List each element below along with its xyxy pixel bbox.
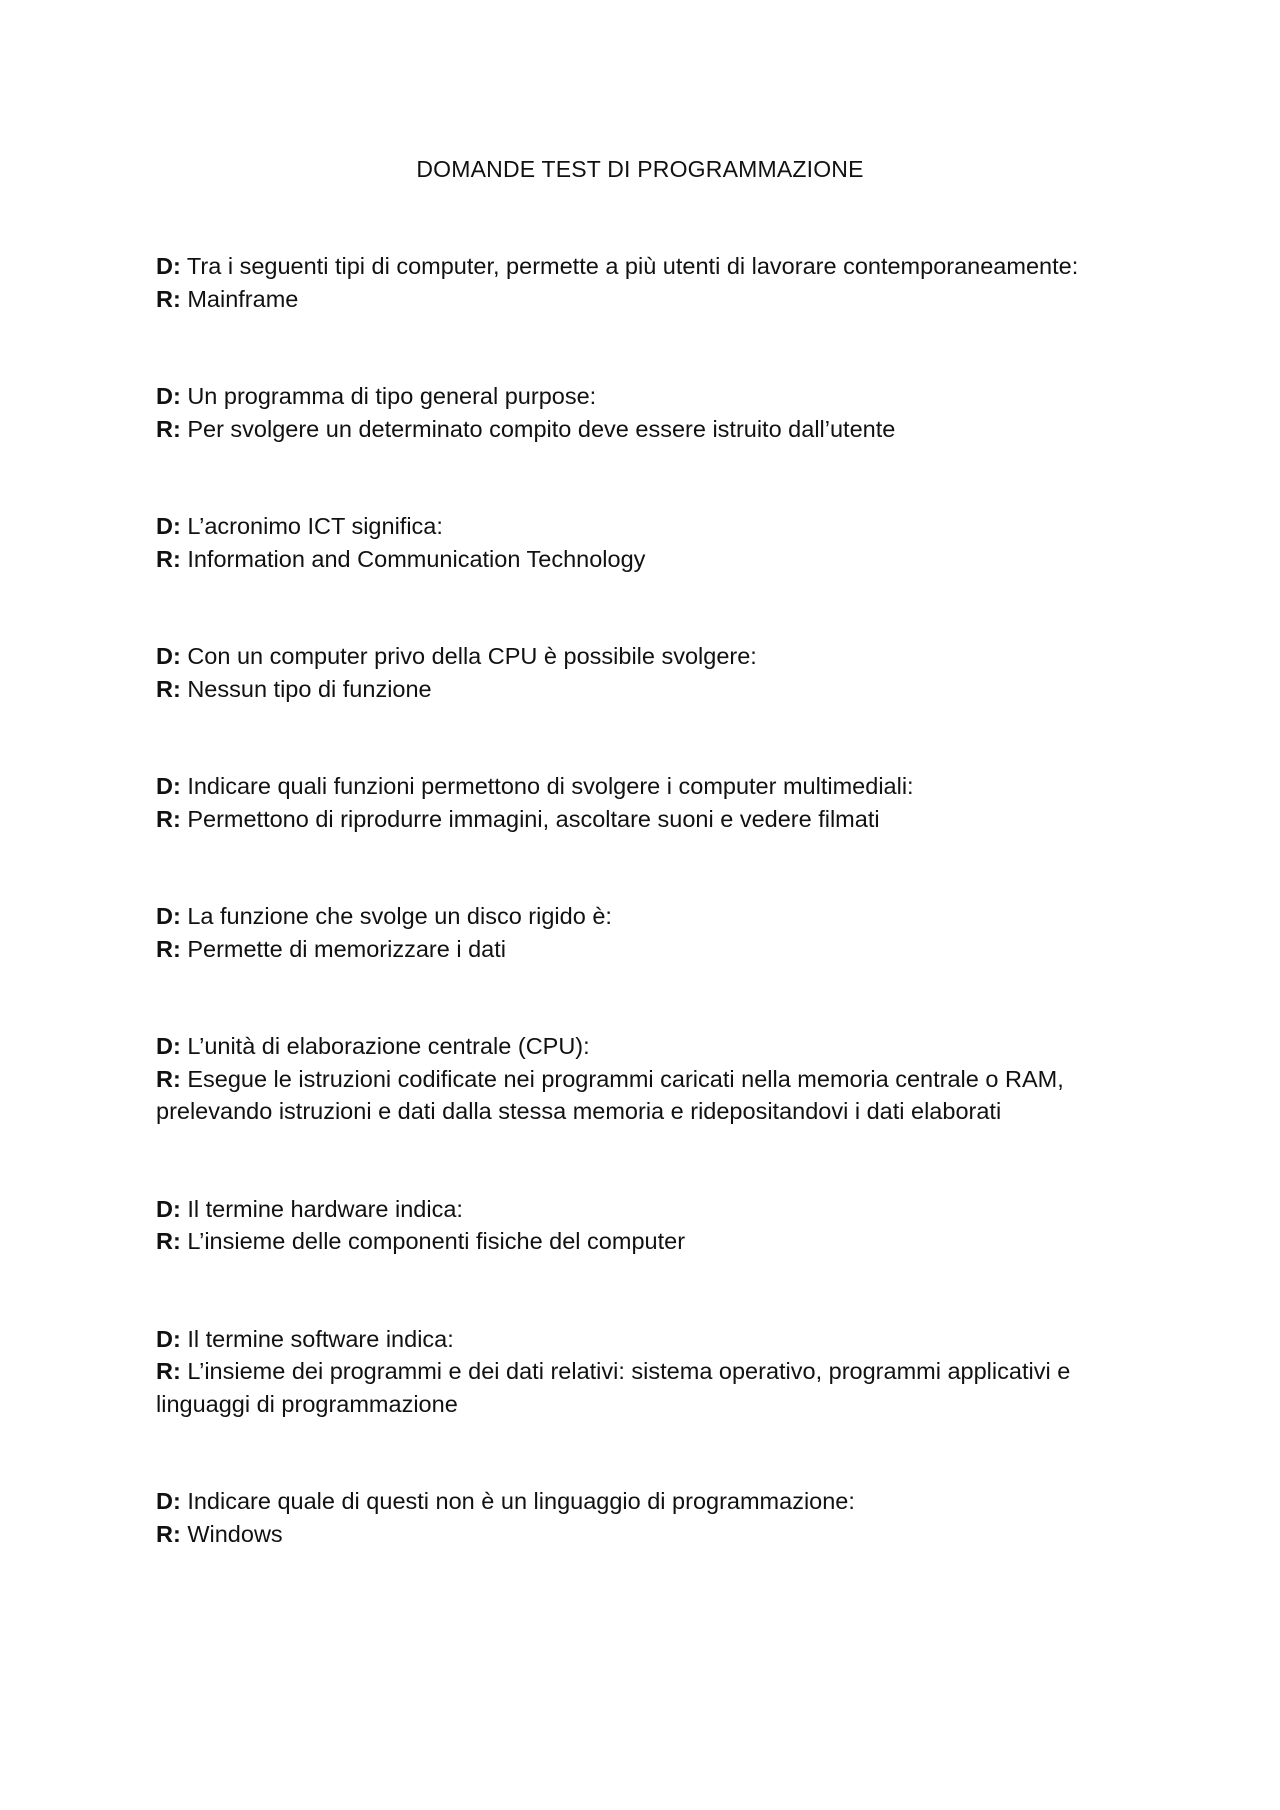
question-label: D: bbox=[156, 1033, 181, 1059]
answer-text: L’insieme dei programmi e dei dati relativi: sistema operativo, programmi applicativi e linguaggi di programmazione bbox=[156, 1358, 1071, 1417]
qa-list bbox=[156, 250, 1116, 1615]
answer-label: R: bbox=[156, 1520, 181, 1547]
question-text: Il termine hardware indica: bbox=[187, 1195, 463, 1222]
qa-item bbox=[156, 1485, 1116, 1550]
question-label: D: bbox=[156, 903, 181, 929]
question-label: D: bbox=[156, 1195, 181, 1222]
question-text: Con un computer privo della CPU è possibile svolgere: bbox=[187, 643, 757, 669]
question-line bbox=[156, 1323, 1116, 1356]
question-line bbox=[156, 250, 1116, 283]
question-line bbox=[156, 640, 1116, 673]
answer-line bbox=[156, 1518, 1116, 1551]
question-text: La funzione che svolge un disco rigido è: bbox=[187, 903, 612, 929]
answer-text: Information and Communication Technology bbox=[187, 545, 646, 572]
question-label: D: bbox=[156, 1488, 181, 1514]
question-text: L’unità di elaborazione centrale (CPU): bbox=[187, 1033, 590, 1059]
answer-text: Nessun tipo di funzione bbox=[187, 675, 432, 702]
question-label: D: bbox=[156, 643, 181, 669]
answer-text: L’insieme delle componenti fisiche del computer bbox=[187, 1228, 686, 1254]
question-line bbox=[156, 1485, 1116, 1518]
answer-label: R: bbox=[156, 545, 181, 572]
question-line bbox=[156, 510, 1116, 543]
answer-label: R: bbox=[156, 935, 181, 962]
qa-item bbox=[156, 770, 1116, 835]
question-label: D: bbox=[156, 253, 181, 279]
answer-label: R: bbox=[156, 285, 181, 312]
answer-line bbox=[156, 933, 1116, 966]
qa-item bbox=[156, 900, 1116, 965]
question-text: Un programma di tipo general purpose: bbox=[187, 383, 597, 409]
qa-item bbox=[156, 1193, 1116, 1258]
question-text: Indicare quale di questi non è un linguaggio di programmazione: bbox=[187, 1488, 855, 1514]
qa-item bbox=[156, 510, 1116, 575]
qa-item bbox=[156, 250, 1116, 315]
answer-text: Esegue le istruzioni codificate nei programmi caricati nella memoria centrale o RAM, prelevando istruzioni e dati dalla stessa memoria e ridepositandovi i dati elaborati bbox=[156, 1065, 1064, 1124]
question-text: Il termine software indica: bbox=[187, 1325, 454, 1352]
qa-item bbox=[156, 1030, 1116, 1128]
question-text: Tra i seguenti tipi di computer, permette a più utenti di lavorare contemporaneamente: bbox=[186, 253, 1079, 279]
answer-label: R: bbox=[156, 1358, 181, 1384]
question-label: D: bbox=[156, 1325, 181, 1352]
answer-text: Permettono di riprodurre immagini, ascoltare suoni e vedere filmati bbox=[187, 805, 880, 832]
answer-label: R: bbox=[156, 805, 181, 832]
question-line bbox=[156, 380, 1116, 413]
answer-label: R: bbox=[156, 675, 181, 702]
question-text: L’acronimo ICT significa: bbox=[187, 513, 443, 539]
question-line bbox=[156, 900, 1116, 933]
question-label: D: bbox=[156, 383, 181, 409]
answer-text: Permette di memorizzare i dati bbox=[187, 935, 506, 962]
answer-label: R: bbox=[156, 1065, 181, 1092]
question-line bbox=[156, 1030, 1116, 1063]
answer-line bbox=[156, 1063, 1116, 1128]
question-line bbox=[156, 1193, 1116, 1226]
answer-line bbox=[156, 673, 1116, 706]
answer-line bbox=[156, 1225, 1116, 1258]
answer-line bbox=[156, 413, 1116, 446]
answer-line bbox=[156, 543, 1116, 576]
answer-label: R: bbox=[156, 415, 181, 442]
document-title: DOMANDE TEST DI PROGRAMMAZIONE bbox=[416, 156, 864, 182]
answer-label: R: bbox=[156, 1228, 181, 1254]
qa-item bbox=[156, 1323, 1116, 1421]
answer-text: Mainframe bbox=[187, 285, 299, 312]
question-text: Indicare quali funzioni permettono di svolgere i computer multimediali: bbox=[187, 773, 914, 799]
answer-text: Per svolgere un determinato compito deve essere istruito dall’utente bbox=[187, 415, 896, 442]
answer-line bbox=[156, 803, 1116, 836]
qa-item bbox=[156, 640, 1116, 705]
question-label: D: bbox=[156, 773, 181, 799]
answer-line bbox=[156, 1355, 1116, 1420]
answer-line bbox=[156, 283, 1116, 316]
question-label: D: bbox=[156, 513, 181, 539]
answer-text: Windows bbox=[187, 1520, 283, 1547]
question-line bbox=[156, 770, 1116, 803]
qa-item bbox=[156, 380, 1116, 445]
